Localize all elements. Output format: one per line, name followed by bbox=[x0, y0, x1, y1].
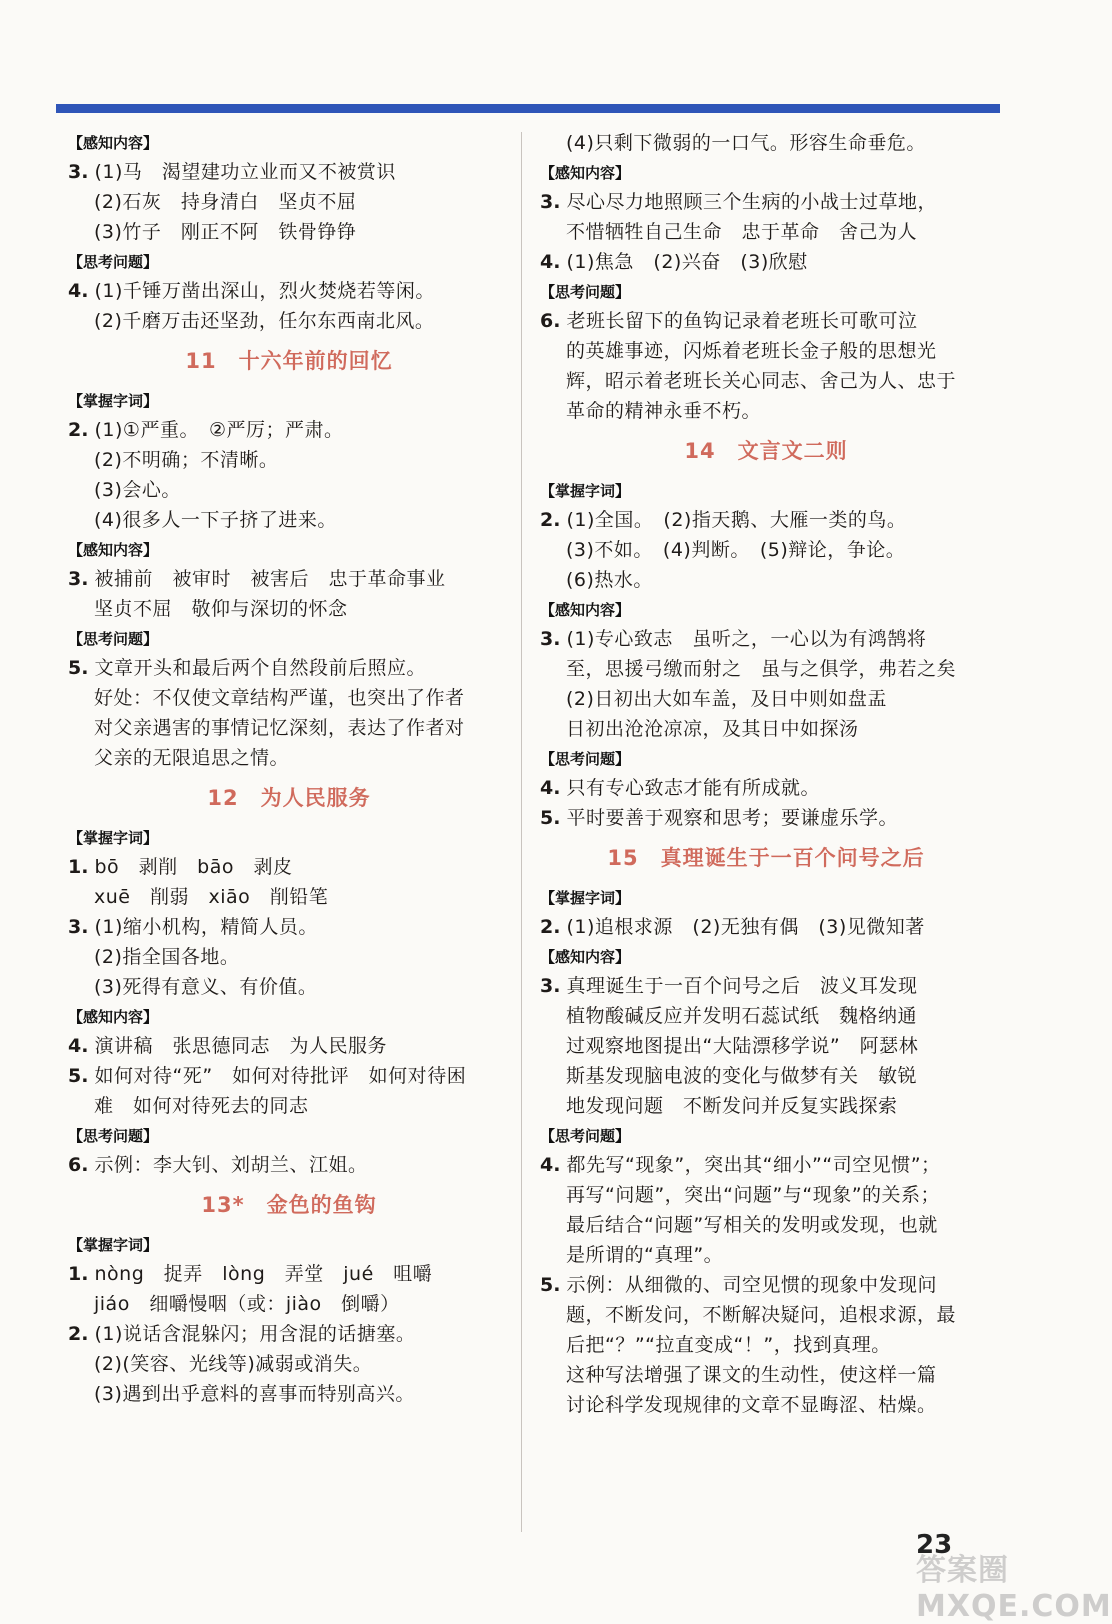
question-number: 4. bbox=[540, 1154, 561, 1176]
answer-line bbox=[68, 217, 514, 247]
answer-line bbox=[68, 505, 514, 535]
question-number: 2. bbox=[68, 1323, 89, 1345]
answer-text: bō 剥削 bāo 剥皮 bbox=[94, 856, 293, 878]
answer-text: 地发现问题 不断发问并反复实践探索 bbox=[566, 1095, 898, 1117]
answer-line bbox=[540, 247, 996, 277]
top-rule bbox=[56, 104, 1000, 113]
answer-line bbox=[68, 187, 514, 217]
answer-text: (1)缩小机构，精简人员。 bbox=[94, 916, 318, 938]
answer-line bbox=[68, 1319, 514, 1349]
answer-line bbox=[540, 366, 996, 396]
answer-text: (6)热水。 bbox=[566, 569, 653, 591]
question-number: 4. bbox=[68, 1035, 89, 1057]
question-number: 3. bbox=[540, 975, 561, 997]
answer-line bbox=[540, 1240, 996, 1270]
answer-line bbox=[68, 1091, 514, 1121]
answer-line bbox=[540, 396, 996, 426]
answer-line bbox=[540, 714, 996, 744]
answer-text: 斯基发现脑电波的变化与做梦有关 敏锐 bbox=[566, 1065, 918, 1087]
answer-text: 是所谓的“真理”。 bbox=[566, 1244, 724, 1266]
question-number: 6. bbox=[540, 310, 561, 332]
section-label: 【思考问题】 bbox=[540, 1127, 631, 1145]
answer-text: (1)追根求源 (2)无独有偶 (3)见微知著 bbox=[566, 916, 925, 938]
section-label: 【感知内容】 bbox=[540, 164, 631, 182]
answer-line bbox=[68, 882, 514, 912]
section-label: 【感知内容】 bbox=[68, 134, 159, 152]
answer-line bbox=[540, 773, 996, 803]
answer-text: 难 如何对待死去的同志 bbox=[94, 1095, 309, 1117]
answer-line bbox=[540, 128, 996, 158]
answer-text: 父亲的无限追思之情。 bbox=[94, 747, 290, 769]
answer-text: (2)日初出大如车盖，及日中则如盘盂 bbox=[566, 688, 887, 710]
answer-line bbox=[68, 276, 514, 306]
question-number: 3. bbox=[540, 191, 561, 213]
left-column bbox=[64, 128, 514, 1409]
answer-text: 再写“问题”，突出“问题”与“现象”的关系； bbox=[566, 1184, 941, 1206]
answer-text: 老班长留下的鱼钩记录着老班长可歌可泣 bbox=[566, 310, 918, 332]
lesson-heading: 13* 金色的鱼钩 bbox=[201, 1193, 377, 1217]
question-number: 2. bbox=[540, 916, 561, 938]
lesson-heading: 14 文言文二则 bbox=[684, 439, 848, 463]
answer-text: 坚贞不屈 敬仰与深切的怀念 bbox=[94, 598, 348, 620]
answer-line bbox=[68, 1289, 514, 1319]
answer-line bbox=[68, 157, 514, 187]
answer-line bbox=[540, 1330, 996, 1360]
answer-text: (3)遇到出乎意料的喜事而特别高兴。 bbox=[94, 1383, 415, 1405]
answer-text: 尽心尽力地照顾三个生病的小战士过草地， bbox=[566, 191, 938, 213]
section-label: 【思考问题】 bbox=[68, 1127, 159, 1145]
right-column bbox=[536, 128, 996, 1420]
answer-line bbox=[540, 336, 996, 366]
answer-text: 示例：李大钊、刘胡兰、江姐。 bbox=[94, 1154, 368, 1176]
question-number: 3. bbox=[68, 568, 89, 590]
question-number: 6. bbox=[68, 1154, 89, 1176]
answer-text: 好处：不仅使文章结构严谨，也突出了作者 bbox=[94, 687, 465, 709]
answer-text: 日初出沧沧凉凉，及其日中如探汤 bbox=[566, 718, 859, 740]
answer-text: (3)会心。 bbox=[94, 479, 181, 501]
answer-text: 示例：从细微的、司空见惯的现象中发现问 bbox=[566, 1274, 938, 1296]
answer-line bbox=[540, 1300, 996, 1330]
question-number: 3. bbox=[68, 161, 89, 183]
column-divider bbox=[521, 132, 522, 1532]
question-number: 1. bbox=[68, 856, 89, 878]
answer-line bbox=[540, 654, 996, 684]
answer-line bbox=[540, 565, 996, 595]
answer-line bbox=[540, 505, 996, 535]
lesson-heading: 12 为人民服务 bbox=[207, 786, 371, 810]
page-number: 23 bbox=[916, 1530, 953, 1560]
answer-line bbox=[540, 535, 996, 565]
answer-text: (2)千磨万击还坚劲，任尔东西南北风。 bbox=[94, 310, 435, 332]
answer-line bbox=[68, 852, 514, 882]
answer-line bbox=[540, 1091, 996, 1121]
answer-line bbox=[68, 1379, 514, 1409]
answer-text: nòng 捉弄 lòng 弄堂 jué 咀嚼 bbox=[94, 1263, 433, 1285]
answer-line bbox=[68, 1349, 514, 1379]
section-label: 【感知内容】 bbox=[540, 948, 631, 966]
answer-line bbox=[540, 624, 996, 654]
answer-text: (2)石灰 持身清白 坚贞不屈 bbox=[94, 191, 357, 213]
answer-text: 对父亲遇害的事情记忆深刻，表达了作者对 bbox=[94, 717, 465, 739]
answer-line bbox=[68, 1061, 514, 1091]
question-number: 3. bbox=[68, 916, 89, 938]
answer-text: (1)全国。 (2)指天鹅、大雁一类的鸟。 bbox=[566, 509, 907, 531]
answer-text: (1)专心致志 虽听之，一心以为有鸿鹄将 bbox=[566, 628, 927, 650]
answer-line bbox=[68, 475, 514, 505]
answer-text: (2)不明确；不清晰。 bbox=[94, 449, 279, 471]
section-label: 【感知内容】 bbox=[68, 541, 159, 559]
answer-text: 平时要善于观察和思考；要谦虚乐学。 bbox=[566, 807, 899, 829]
answer-text: 只有专心致志才能有所成就。 bbox=[566, 777, 821, 799]
answer-line bbox=[68, 942, 514, 972]
question-number: 5. bbox=[540, 807, 561, 829]
answer-text: 被捕前 被审时 被害后 忠于革命事业 bbox=[94, 568, 446, 590]
watermark-logo: 答案圈 MXQE.COM bbox=[916, 1553, 1112, 1624]
answer-text: 题，不断发问，不断解决疑问，追根求源，最 bbox=[566, 1304, 957, 1326]
answer-text: (1)①严重。 ②严厉；严肃。 bbox=[94, 419, 344, 441]
answer-line bbox=[540, 1150, 996, 1180]
section-label: 【思考问题】 bbox=[68, 253, 159, 271]
answer-text: jiáo 细嚼慢咽（或：jiào 倒嚼） bbox=[94, 1293, 400, 1315]
answer-line bbox=[540, 1390, 996, 1420]
question-number: 5. bbox=[68, 1065, 89, 1087]
answer-text: 过观察地图提出“大陆漂移学说” 阿瑟林 bbox=[566, 1035, 919, 1057]
answer-line bbox=[540, 306, 996, 336]
answer-text: (2)指全国各地。 bbox=[94, 946, 240, 968]
answer-text: (1)千锤万凿出深山，烈火焚烧若等闲。 bbox=[94, 280, 435, 302]
answer-text: (1)焦急 (2)兴奋 (3)欣慰 bbox=[566, 251, 808, 273]
answer-text: 最后结合“问题”写相关的发明或发现，也就 bbox=[566, 1214, 938, 1236]
answer-text: 后把“？”“拉直变成“！”，找到真理。 bbox=[566, 1334, 891, 1356]
section-label: 【感知内容】 bbox=[540, 601, 631, 619]
answer-line bbox=[540, 803, 996, 833]
answer-text: xuē 削弱 xiāo 削铅笔 bbox=[94, 886, 329, 908]
answer-text: (3)死得有意义、有价值。 bbox=[94, 976, 318, 998]
answer-line bbox=[68, 415, 514, 445]
answer-line bbox=[540, 1360, 996, 1390]
answer-line bbox=[540, 1270, 996, 1300]
answer-line bbox=[540, 684, 996, 714]
answer-text: 植物酸碱反应并发明石蕊试纸 魏格纳通 bbox=[566, 1005, 918, 1027]
answer-text: 讨论科学发现规律的文章不显晦涩、枯燥。 bbox=[566, 1394, 937, 1416]
lesson-heading: 11 十六年前的回忆 bbox=[185, 349, 393, 373]
answer-line bbox=[540, 1061, 996, 1091]
section-label: 【掌握字词】 bbox=[540, 482, 631, 500]
question-number: 5. bbox=[540, 1274, 561, 1296]
answer-text: (1)说话含混躲闪；用含混的话搪塞。 bbox=[94, 1323, 416, 1345]
answer-line bbox=[540, 971, 996, 1001]
section-label: 【掌握字词】 bbox=[68, 392, 159, 410]
answer-line bbox=[68, 564, 514, 594]
answer-text: 辉，昭示着老班长关心同志、舍己为人、忠于 bbox=[566, 370, 957, 392]
answer-line bbox=[68, 912, 514, 942]
answer-line bbox=[68, 972, 514, 1002]
answer-line bbox=[68, 1031, 514, 1061]
section-label: 【思考问题】 bbox=[68, 630, 159, 648]
answer-text: (1)马 渴望建功立业而又不被赏识 bbox=[94, 161, 396, 183]
answer-line bbox=[68, 1150, 514, 1180]
answer-line bbox=[540, 1210, 996, 1240]
answer-line bbox=[68, 445, 514, 475]
answer-text: 这种写法增强了课文的生动性，使这样一篇 bbox=[566, 1364, 937, 1386]
question-number: 2. bbox=[68, 419, 89, 441]
answer-line bbox=[540, 1180, 996, 1210]
answer-text: (4)只剩下微弱的一口气。形容生命垂危。 bbox=[566, 132, 926, 154]
answer-line bbox=[540, 912, 996, 942]
answer-text: (4)很多人一下子挤了进来。 bbox=[94, 509, 337, 531]
question-number: 2. bbox=[540, 509, 561, 531]
answer-text: 不惜牺牲自己生命 忠于革命 舍己为人 bbox=[566, 221, 918, 243]
section-label: 【掌握字词】 bbox=[540, 889, 631, 907]
section-label: 【掌握字词】 bbox=[68, 829, 159, 847]
answer-line bbox=[68, 653, 514, 683]
answer-text: 真理诞生于一百个问号之后 波义耳发现 bbox=[566, 975, 918, 997]
answer-text: 革命的精神永垂不朽。 bbox=[566, 400, 762, 422]
question-number: 4. bbox=[68, 280, 89, 302]
section-label: 【思考问题】 bbox=[540, 283, 631, 301]
answer-text: (2)(笑容、光线等)减弱或消失。 bbox=[94, 1353, 373, 1375]
answer-text: 文章开头和最后两个自然段前后照应。 bbox=[94, 657, 427, 679]
answer-line bbox=[540, 187, 996, 217]
answer-line bbox=[540, 217, 996, 247]
answer-text: (3)竹子 刚正不阿 铁骨铮铮 bbox=[94, 221, 357, 243]
answer-text: 都先写“现象”，突出其“细小”“司空见惯”； bbox=[566, 1154, 941, 1176]
answer-text: (3)不如。 (4)判断。 (5)辩论，争论。 bbox=[566, 539, 906, 561]
question-number: 1. bbox=[68, 1263, 89, 1285]
answer-line bbox=[540, 1031, 996, 1061]
question-number: 4. bbox=[540, 251, 561, 273]
section-label: 【掌握字词】 bbox=[68, 1236, 159, 1254]
answer-text: 演讲稿 张思德同志 为人民服务 bbox=[94, 1035, 388, 1057]
answer-text: 如何对待“死” 如何对待批评 如何对待困 bbox=[94, 1065, 467, 1087]
answer-text: 至，思援弓缴而射之 虽与之俱学，弗若之矣 bbox=[566, 658, 957, 680]
answer-line bbox=[68, 306, 514, 336]
answer-line bbox=[68, 683, 514, 713]
answer-line bbox=[68, 713, 514, 743]
question-number: 5. bbox=[68, 657, 89, 679]
section-label: 【思考问题】 bbox=[540, 750, 631, 768]
answer-line bbox=[68, 1259, 514, 1289]
answer-line bbox=[68, 743, 514, 773]
answer-text: 的英雄事迹，闪烁着老班长金子般的思想光 bbox=[566, 340, 937, 362]
answer-line bbox=[68, 594, 514, 624]
answer-line bbox=[540, 1001, 996, 1031]
section-label: 【感知内容】 bbox=[68, 1008, 159, 1026]
lesson-heading: 15 真理诞生于一百个问号之后 bbox=[607, 846, 925, 870]
question-number: 3. bbox=[540, 628, 561, 650]
question-number: 4. bbox=[540, 777, 561, 799]
